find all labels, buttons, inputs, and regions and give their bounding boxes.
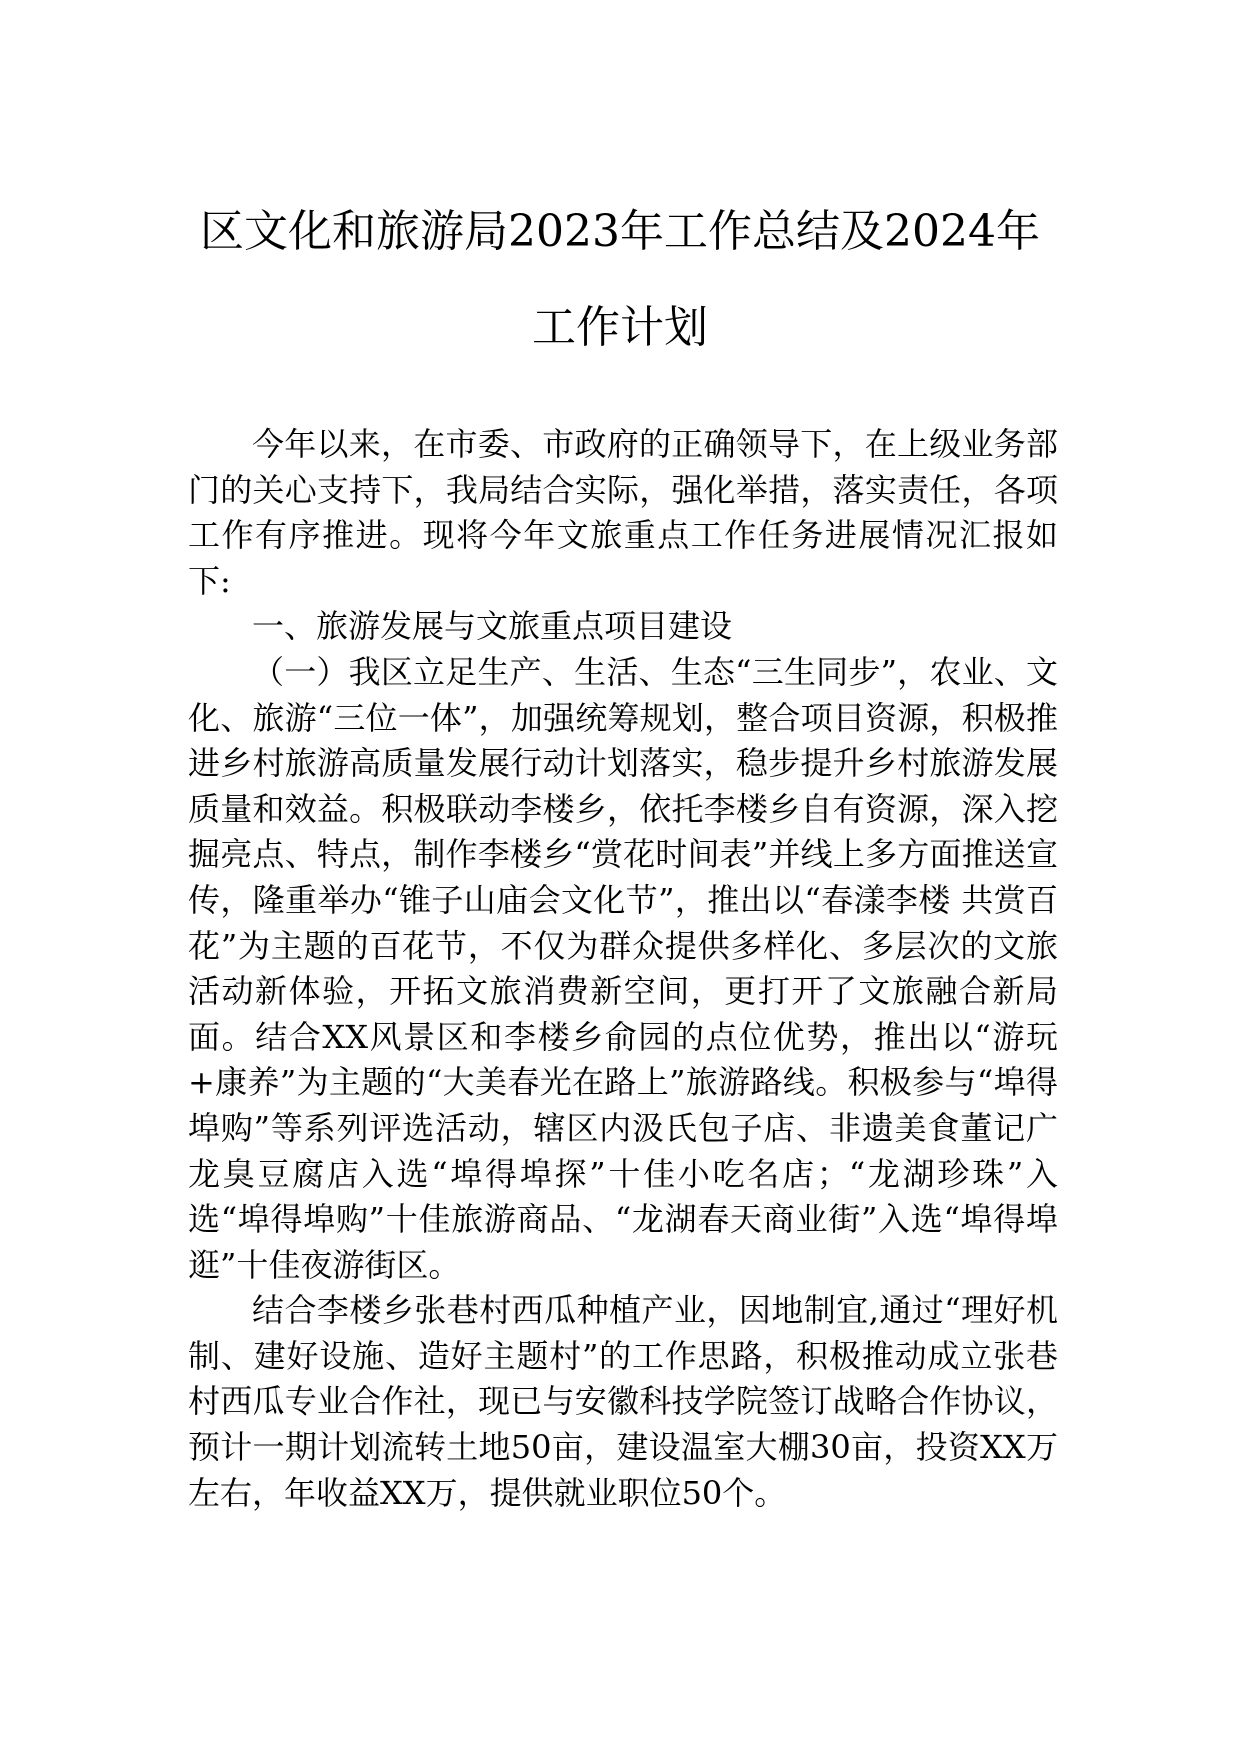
section-heading: 一、旅游发展与文旅重点项目建设 (252, 607, 733, 646)
document-title (150, 184, 1090, 376)
title-line-1: 区文化和旅游局2023年工作总结及2024年 (200, 206, 1040, 257)
intro-paragraph: 今年以来，在市委、市政府的正确领导下，在上级业务部门的关心支持下，我局结合实际，强化举措，落实责任，各项工作有序推进。现将今年文旅重点工作任务进展情况汇报如下: (188, 425, 1058, 600)
title-line-2: 工作计划 (532, 302, 708, 353)
document-body (188, 422, 1058, 1516)
body-paragraph: （一）我区立足生产、生活、生态“三生同步”，农业、文化、旅游“三位一体”，加强统筹规划，整合项目资源，积极推进乡村旅游高质量发展行动计划落实，稳步提升乡村旅游发展质量和效益。积极联动李楼乡，依托李楼乡自有资源，深入挖掘亮点、特点，制作李楼乡“赏花时间表”并线上多方面推送宣传，隆重举办“锥子山庙会文化节”，推出以“春漾李楼 共赏百花”为主题的百花节，不仅为群众提供多样化、多层次的文旅活动新体验，开拓文旅消费新空间，更打开了文旅融合新局面。结合XX风景区和李楼乡俞园的点位优势，推出以“游玩+康养”为主题的“大美春光在路上”旅游路线。积极参与“埠得埠购”等系列评选活动，辖区内汲氏包子店、非遗美食董记广龙臭豆腐店入选“埠得埠探”十佳小吃名店；“龙湖珍珠”入选“埠得埠购”十佳旅游商品、“龙湖春天商业街”入选“埠得埠逛”十佳夜游街区。 (188, 652, 1058, 1284)
body-paragraph: 结合李楼乡张巷村西瓜种植产业，因地制宜,通过“理好机制、建好设施、造好主题村”的工作思路，积极推动成立张巷村西瓜专业合作社，现已与安徽科技学院签订战略合作协议，预计一期计划流转土地50亩，建设温室大棚30亩，投资XX万左右，年收益XX万，提供就业职位50个。 (188, 1291, 1058, 1512)
